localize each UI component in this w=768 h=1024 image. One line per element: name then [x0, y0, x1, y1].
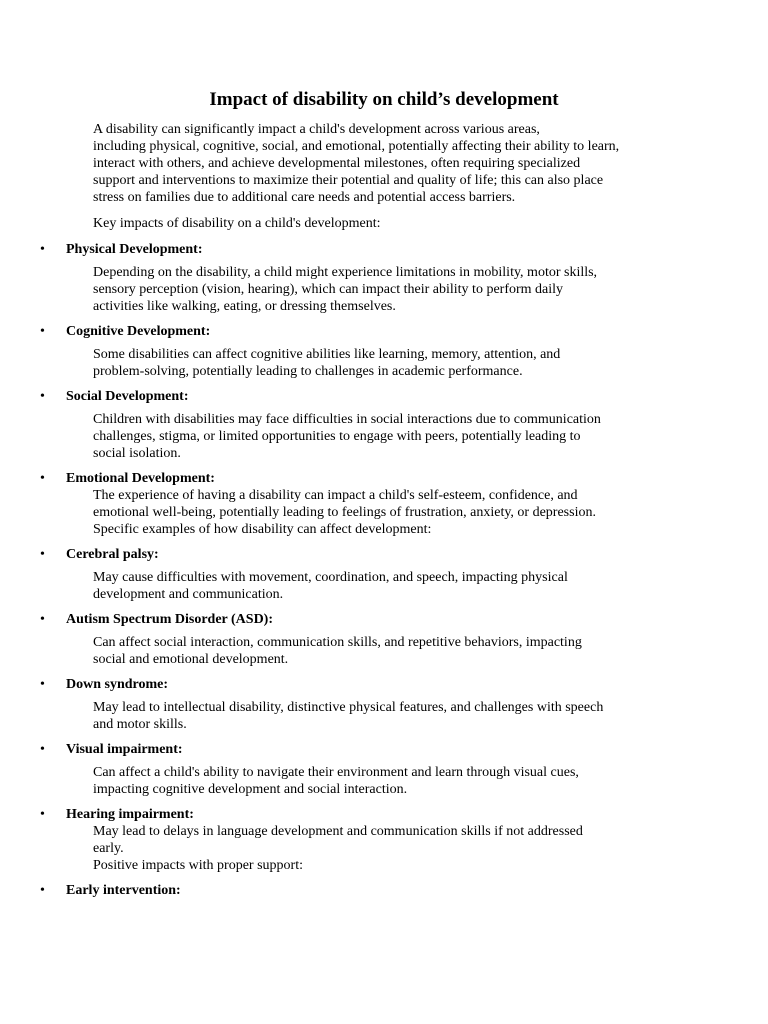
bullet-marker: •: [40, 389, 45, 404]
item-body-emotional: The experience of having a disability can impact a child's self-esteem, confidence, and emotional well-being, potentially leading to feelings of frustration, anxiety, or depression. Specific examples of how disability can affect development:: [93, 488, 596, 537]
bullet-marker: •: [40, 324, 45, 339]
item-heading-down-syndrome: Down syndrome:: [66, 677, 169, 692]
item-body-cognitive: Some disabilities can affect cognitive abilities like learning, memory, attention, and problem-solving, potentially leading to challenges in academic performance.: [93, 347, 561, 379]
item-body-physical: Depending on the disability, a child might experience limitations in mobility, motor skills, sensory perception (vision, hearing), which can impact their ability to perform daily activities like walking, eating, or dressing themselves.: [93, 265, 598, 314]
item-body-social: Children with disabilities may face difficulties in social interactions due to communication challenges, stigma, or limited opportunities to engage with peers, potentially leading to social isolation.: [93, 412, 601, 461]
document-title: Impact of disability on child’s development: [209, 89, 559, 110]
bullet-marker: •: [40, 883, 45, 898]
bullet-marker: •: [40, 742, 45, 757]
key-impacts-intro: Key impacts of disability on a child's development:: [93, 216, 381, 231]
bullet-marker: •: [40, 807, 45, 822]
item-body-down-syndrome: May lead to intellectual disability, distinctive physical features, and challenges with speech and motor skills.: [93, 700, 604, 732]
bullet-marker: •: [40, 471, 45, 486]
item-heading-cognitive: Cognitive Development:: [66, 324, 211, 339]
item-body-asd: Can affect social interaction, communication skills, and repetitive behaviors, impacting social and emotional development.: [93, 635, 582, 667]
item-heading-hearing-impairment: Hearing impairment:: [66, 807, 194, 822]
item-heading-early-intervention: Early intervention:: [66, 883, 181, 898]
item-heading-cerebral-palsy: Cerebral palsy:: [66, 547, 159, 562]
bullet-marker: •: [40, 612, 45, 627]
item-heading-social: Social Development:: [66, 389, 189, 404]
bullet-marker: •: [40, 242, 45, 257]
item-heading-asd: Autism Spectrum Disorder (ASD):: [66, 612, 273, 627]
item-heading-visual-impairment: Visual impairment:: [66, 742, 183, 757]
item-heading-emotional: Emotional Development:: [66, 471, 215, 486]
item-body-hearing-impairment: May lead to delays in language development and communication skills if not addressed early. Positive impacts with proper support:: [93, 824, 583, 873]
item-body-visual-impairment: Can affect a child's ability to navigate their environment and learn through visual cues, impacting cognitive development and social interaction.: [93, 765, 579, 797]
intro-paragraph: A disability can significantly impact a child's development across various areas, including physical, cognitive, social, and emotional, potentially affecting their ability to learn, interact with others, and achieve developmental milestones, often requiring specialized support and interventions to maximize their potential and quality of life; this can also place stress on families due to additional care needs and potential access barriers.: [93, 122, 620, 205]
bullet-marker: •: [40, 547, 45, 562]
item-heading-physical: Physical Development:: [66, 242, 203, 257]
bullet-marker: •: [40, 677, 45, 692]
item-body-cerebral-palsy: May cause difficulties with movement, coordination, and speech, impacting physical development and communication.: [93, 570, 568, 602]
